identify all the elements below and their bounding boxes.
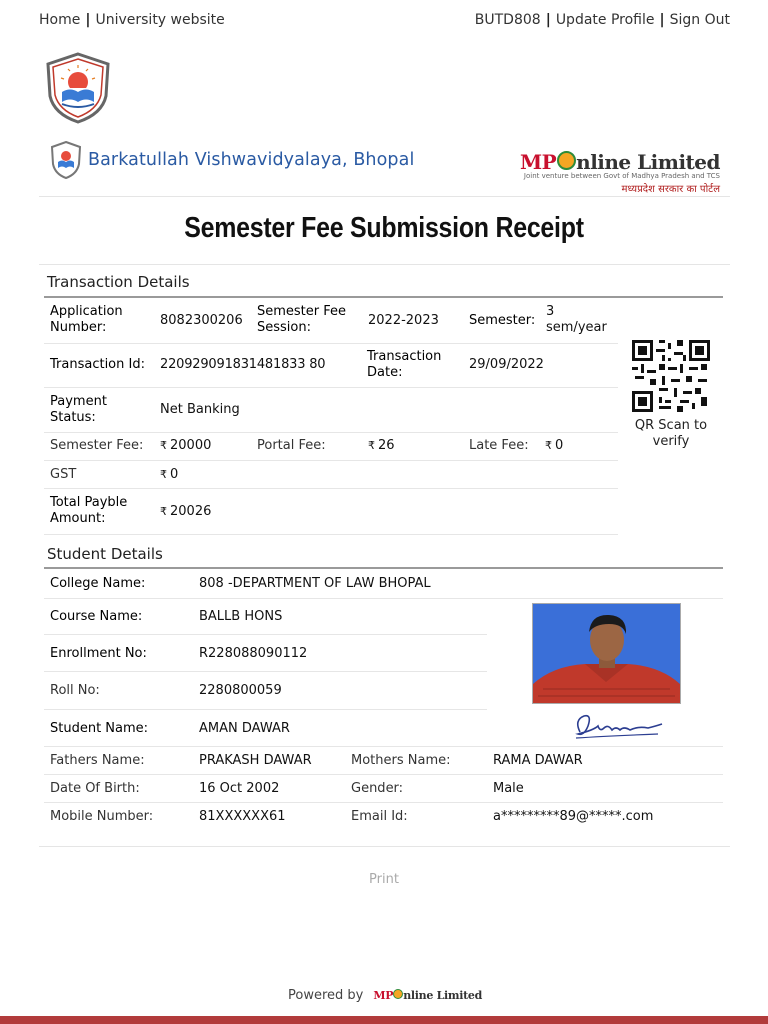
- home-link[interactable]: Home: [39, 12, 81, 28]
- late-fee-value: [545, 438, 563, 454]
- row-divider: [44, 460, 618, 461]
- row-divider: [44, 709, 487, 710]
- row-divider: [44, 774, 723, 775]
- roll-no-value: 2280800059: [199, 683, 282, 698]
- mponline-tagline: Joint venture between Govt of Madhya Pradesh and TCS: [523, 172, 720, 180]
- university-name: Barkatullah Vishwavidyalaya, Bhopal: [88, 150, 415, 170]
- nav-separator: |: [659, 12, 665, 28]
- student-section-title: Student Details: [47, 545, 163, 563]
- divider: [39, 196, 730, 197]
- divider: [39, 846, 730, 847]
- email-value: a*********89@*****.com: [493, 809, 654, 824]
- portal-fee-value: [368, 438, 395, 454]
- top-nav-left: [39, 12, 225, 28]
- fee-session-label: Semester Fee Session:: [257, 304, 347, 335]
- sign-out-link[interactable]: Sign Out: [669, 12, 730, 28]
- university-banner: [50, 140, 414, 180]
- section-rule: [44, 296, 723, 298]
- semester-value: 3 sem/year: [546, 304, 607, 335]
- row-divider: [44, 432, 618, 433]
- dob-label: Date Of Birth:: [50, 781, 140, 796]
- update-profile-link[interactable]: Update Profile: [555, 12, 655, 28]
- university-website-link[interactable]: University website: [95, 12, 225, 28]
- row-divider: [44, 634, 487, 635]
- mothers-name-label: Mothers Name:: [351, 753, 451, 768]
- fee-session-value: 2022-2023: [368, 313, 439, 328]
- student-photo: [532, 603, 681, 704]
- rupee-icon: ₹: [545, 439, 552, 452]
- total-amount-label: Total Payble Amount:: [50, 495, 128, 526]
- student-name-label: Student Name:: [50, 721, 149, 736]
- mponline-logo: [520, 150, 720, 195]
- gender-label: Gender:: [351, 781, 404, 796]
- fathers-name-value: PRAKASH DAWAR: [199, 753, 312, 768]
- row-divider: [44, 488, 618, 489]
- rupee-icon: ₹: [160, 468, 167, 481]
- mponline-suffix: nline Limited: [576, 150, 720, 174]
- fathers-name-label: Fathers Name:: [50, 753, 145, 768]
- row-divider: [44, 343, 618, 344]
- section-rule: [44, 567, 723, 569]
- print-button[interactable]: Print: [369, 872, 399, 887]
- nav-separator: |: [85, 12, 91, 28]
- roll-no-label: Roll No:: [50, 683, 100, 698]
- transaction-date-label: Transaction Date:: [367, 349, 442, 380]
- university-mini-seal-logo: [50, 141, 82, 179]
- top-nav: [39, 12, 730, 30]
- total-amount-value: [160, 504, 211, 520]
- powered-by-label: Powered by: [288, 988, 364, 1003]
- portal-fee-amount: 26: [378, 438, 395, 453]
- divider: [39, 264, 730, 265]
- top-nav-right: [475, 12, 730, 28]
- mponline-prefix: MP: [519, 150, 557, 174]
- total-amount: 20026: [170, 504, 212, 519]
- university-seal-logo: [42, 52, 114, 124]
- page-title: Semester Fee Submission Receipt: [184, 212, 584, 244]
- semester-fee-label: Semester Fee:: [50, 438, 144, 453]
- enrollment-no-value: R228088090112: [199, 646, 308, 661]
- bottom-bar: [0, 1016, 768, 1024]
- row-divider: [44, 387, 618, 388]
- row-divider: [44, 671, 487, 672]
- course-name-label: Course Name:: [50, 609, 143, 624]
- nav-separator: |: [545, 12, 551, 28]
- mobile-number-label: Mobile Number:: [50, 809, 154, 824]
- semester-fee-amount: 20000: [170, 438, 212, 453]
- footer-mponline-o-icon: [393, 989, 403, 999]
- powered-by: [288, 988, 482, 1003]
- enrollment-no-label: Enrollment No:: [50, 646, 147, 661]
- mobile-number-value: 81XXXXXX61: [199, 809, 286, 824]
- payment-status-value: Net Banking: [160, 402, 240, 417]
- row-divider: [44, 534, 618, 535]
- semester-label: Semester:: [469, 313, 536, 328]
- transaction-date-value: 29/09/2022: [469, 357, 544, 372]
- mponline-o-icon: [557, 151, 576, 170]
- footer-mponline-logo: [373, 989, 482, 1002]
- gst-amount: 0: [170, 467, 179, 482]
- rupee-icon: ₹: [160, 439, 167, 452]
- student-name-value: AMAN DAWAR: [199, 721, 290, 736]
- late-fee-label: Late Fee:: [469, 438, 529, 453]
- row-divider: [44, 746, 723, 747]
- course-name-value: BALLB HONS: [199, 609, 283, 624]
- footer-mponline-prefix: MP: [373, 989, 394, 1002]
- payment-status-label: Payment Status:: [50, 394, 107, 425]
- transaction-section-title: Transaction Details: [47, 273, 190, 291]
- transaction-id-value: 220929091831481833 80: [160, 357, 326, 372]
- row-divider: [44, 802, 723, 803]
- qr-code[interactable]: [632, 340, 710, 412]
- dob-value: 16 Oct 2002: [199, 781, 280, 796]
- qr-caption: QR Scan to verify: [634, 418, 708, 449]
- user-id-link[interactable]: BUTD808: [474, 12, 541, 28]
- college-name-value: 808 -DEPARTMENT OF LAW BHOPAL: [199, 576, 431, 591]
- portal-fee-label: Portal Fee:: [257, 438, 326, 453]
- college-name-label: College Name:: [50, 576, 146, 591]
- rupee-icon: ₹: [160, 505, 167, 518]
- late-fee-amount: 0: [555, 438, 564, 453]
- footer-mponline-suffix: nline Limited: [403, 989, 483, 1002]
- gst-label: GST: [50, 467, 77, 482]
- row-divider: [44, 598, 723, 599]
- mponline-hindi-tagline: मध्यप्रदेश सरकार का पोर्टल: [621, 184, 720, 195]
- gender-value: Male: [493, 781, 524, 796]
- gst-value: [160, 467, 178, 483]
- transaction-id-label: Transaction Id:: [50, 357, 145, 372]
- semester-fee-value: [160, 438, 211, 454]
- application-number-label: Application Number:: [50, 304, 123, 335]
- rupee-icon: ₹: [368, 439, 375, 452]
- mponline-brand: [520, 150, 720, 174]
- student-signature: [568, 708, 668, 742]
- mothers-name-value: RAMA DAWAR: [493, 753, 583, 768]
- application-number-value: 8082300206: [160, 313, 243, 328]
- email-label: Email Id:: [351, 809, 408, 824]
